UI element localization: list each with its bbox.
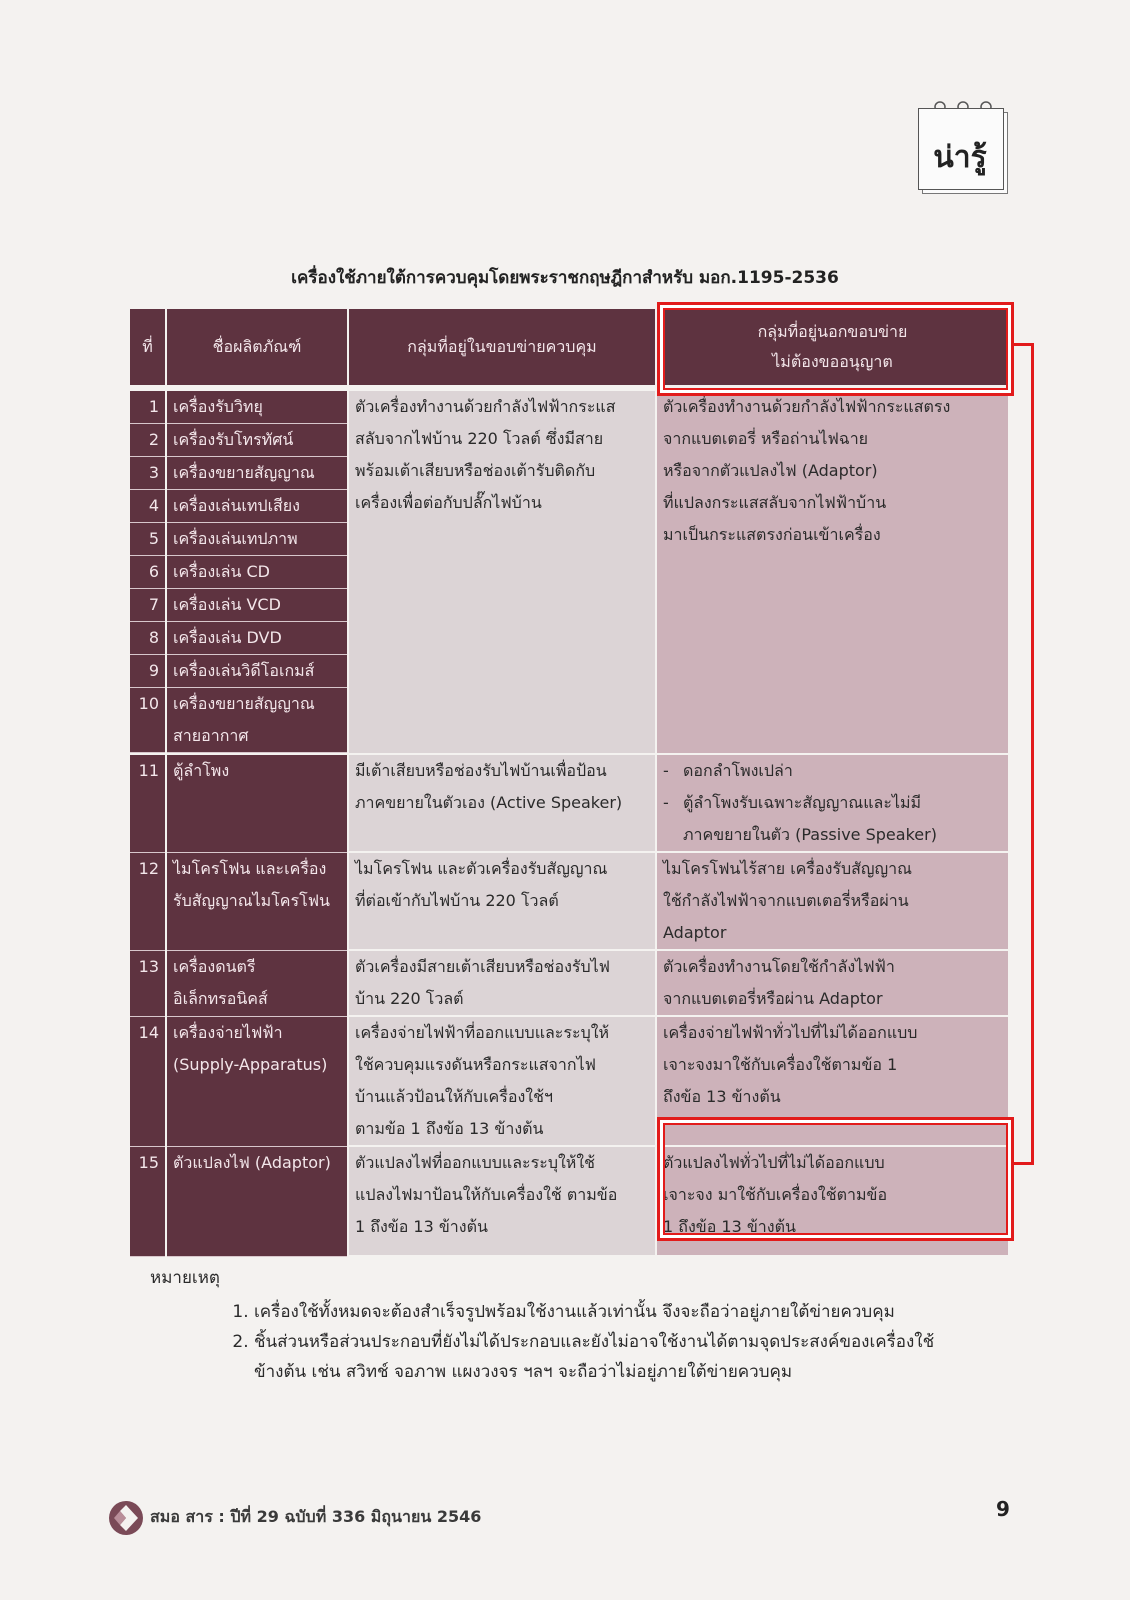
table-title: เครื่องใช้ภายใต้การควบคุมโดยพระราชกฤษฎีกาสำหรับ มอก.1195-2536 xyxy=(291,268,839,288)
row-name: เครื่องเล่นเทปเสียง xyxy=(166,490,348,523)
cell-line: เจาะจง มาใช้กับเครื่องใช้ตามข้อ xyxy=(663,1185,888,1204)
row-num: 9 xyxy=(130,655,166,688)
cell-line: ถึงข้อ 13 ข้างต้น xyxy=(663,1087,781,1106)
cell-line: มีเต้าเสียบหรือช่องรับไฟบ้านเพื่อป้อน xyxy=(355,761,607,780)
row-name: เครื่องเล่นวิดีโอเกมส์ xyxy=(166,655,348,688)
row-name-line: ไมโครโฟน และเครื่อง xyxy=(173,858,327,878)
row-name-line: เครื่องขยายสัญญาณ xyxy=(173,694,315,713)
notes-list xyxy=(234,1297,934,1387)
note-item: 1. เครื่องใช้ทั้งหมดจะต้องสำเร็จรูปพร้อมใช้งานแล้วเท่านั้น จึงจะถือว่าอยู่ภายใต้ข่ายควบคุม xyxy=(254,1297,934,1327)
row-name xyxy=(166,852,348,950)
highlight-connector xyxy=(1012,343,1034,1165)
note-badge-label: น่ารู้ xyxy=(933,140,987,175)
header-outside-line2: ไม่ต้องขออนุญาต xyxy=(772,352,893,371)
cell-line: 1 ถึงข้อ 13 ข้างต้น xyxy=(355,1217,488,1236)
row-name: เครื่องรับวิทยุ xyxy=(166,388,348,424)
outside-cell xyxy=(656,950,1008,1016)
row-num: 3 xyxy=(130,457,166,490)
outside-list xyxy=(663,755,1002,851)
notes-heading: หมายเหตุ xyxy=(150,1268,220,1288)
cell-line: ภาคขยายในตัวเอง (Active Speaker) xyxy=(355,793,623,812)
row-name-line: อิเล็กทรอนิคส์ xyxy=(173,988,268,1008)
footer-publication: สมอ สาร : ปีที่ 29 ฉบับที่ 336 มิถุนายน 2546 xyxy=(150,1507,482,1526)
appliance-table xyxy=(130,309,1008,1257)
row-num: 13 xyxy=(130,950,166,1016)
header-product: ชื่อผลิตภัณฑ์ xyxy=(166,309,348,388)
row-name-line: (Supply-Apparatus) xyxy=(173,1054,328,1074)
cell-line: Adaptor xyxy=(663,923,727,942)
cell-line: ไมโครโฟน และตัวเครื่องรับสัญญาณ xyxy=(355,859,608,878)
header-num: ที่ xyxy=(130,309,166,388)
row-name xyxy=(166,688,348,753)
cell-line: ตามข้อ 1 ถึงข้อ 13 ข้างต้น xyxy=(355,1119,544,1138)
publication-logo-icon xyxy=(108,1500,144,1536)
header-inside: กลุ่มที่อยู่ในขอบข่ายควบคุม xyxy=(348,309,656,388)
row-name: ตู้ลำโพง xyxy=(166,754,348,852)
outside-cell xyxy=(656,754,1008,852)
inside-cell xyxy=(348,852,656,950)
cell-line: ตัวเครื่องมีสายเต้าเสียบหรือช่องรับไฟ xyxy=(355,957,610,976)
row-num: 12 xyxy=(130,852,166,950)
cell-line: จากแบตเตอรี่หรือผ่าน Adaptor xyxy=(663,989,883,1008)
cell-line: บ้านแล้วป้อนให้กับเครื่องใช้ฯ xyxy=(355,1087,553,1106)
row-name: เครื่องเล่น CD xyxy=(166,556,348,589)
note-line: 2. ชิ้นส่วนหรือส่วนประกอบที่ยังไม่ได้ประกอบและยังไม่อาจใช้งานได้ตามจุดประสงค์ของเครื่องใช้ xyxy=(254,1332,935,1352)
table-row xyxy=(130,754,1008,852)
page-number: 9 xyxy=(996,1497,1010,1521)
row-num: 14 xyxy=(130,1016,166,1146)
cell-line: เจาะจงมาใช้กับเครื่องใช้ตามข้อ 1 xyxy=(663,1055,898,1074)
cell-line: - ตู้ลำโพงรับเฉพาะสัญญาณและไม่มี xyxy=(683,793,922,812)
row-name xyxy=(166,1016,348,1146)
table-row xyxy=(130,852,1008,950)
cell-line: ใช้ควบคุมแรงดันหรือกระแสจากไฟ xyxy=(355,1055,596,1074)
row-name: เครื่องรับโทรทัศน์ xyxy=(166,424,348,457)
row-num: 7 xyxy=(130,589,166,622)
group-inside-cell xyxy=(348,388,656,754)
row-name-line: สายอากาศ xyxy=(173,726,249,745)
row-num: 4 xyxy=(130,490,166,523)
cell-line: เครื่องเพื่อต่อกับปลั๊กไฟบ้าน xyxy=(355,493,542,512)
cell-line: ตัวแปลงไฟที่ออกแบบและระบุให้ใช้ xyxy=(355,1153,595,1172)
row-name: เครื่องเล่นเทปภาพ xyxy=(166,523,348,556)
row-name-line: เครื่องจ่ายไฟฟ้า xyxy=(173,1022,283,1042)
inside-cell xyxy=(348,950,656,1016)
cell-line: ตัวเครื่องทำงานโดยใช้กำลังไฟฟ้า xyxy=(663,957,895,976)
list-item: - ดอกลำโพงเปล่า xyxy=(663,755,1002,787)
note-line: ข้างต้น เช่น สวิทช์ จอภาพ แผงวงจร ฯลฯ จะถือว่าไม่อยู่ภายใต้ข่ายควบคุม xyxy=(254,1362,793,1382)
row-num: 10 xyxy=(130,688,166,753)
note-badge xyxy=(918,108,1006,192)
table-row xyxy=(130,950,1008,1016)
cell-line: พร้อมเต้าเสียบหรือช่องเต้ารับติดกับ xyxy=(355,461,596,480)
row-num: 5 xyxy=(130,523,166,556)
cell-line: เครื่องจ่ายไฟฟ้าที่ออกแบบและระบุให้ xyxy=(355,1023,610,1042)
row-name xyxy=(166,950,348,1016)
cell-line: ที่แปลงกระแสสลับจากไฟฟ้าบ้าน xyxy=(663,493,887,512)
cell-line: ภาคขยายในตัว (Passive Speaker) xyxy=(683,825,937,844)
cell-line: เครื่องจ่ายไฟฟ้าทั่วไปที่ไม่ได้ออกแบบ xyxy=(663,1023,918,1042)
row-name-line: รับสัญญาณไมโครโฟน xyxy=(173,890,330,910)
cell-line: จากแบตเตอรี่ หรือถ่านไฟฉาย xyxy=(663,429,869,448)
header-outside-line1: กลุ่มที่อยู่นอกขอบข่าย xyxy=(757,322,908,341)
cell-line: บ้าน 220 โวลต์ xyxy=(355,989,464,1008)
row-num: 11 xyxy=(130,754,166,852)
cell-line: ใช้กำลังไฟฟ้าจากแบตเตอรี่หรือผ่าน xyxy=(663,891,909,910)
inside-cell xyxy=(348,1146,656,1256)
note-item xyxy=(254,1327,934,1387)
group-outside-cell xyxy=(656,388,1008,754)
row-name: ตัวแปลงไฟ (Adaptor) xyxy=(166,1146,348,1256)
cell-line: ตัวแปลงไฟทั่วไปที่ไม่ได้ออกแบบ xyxy=(663,1153,885,1172)
cell-line: ที่ต่อเข้ากับไฟบ้าน 220 โวลต์ xyxy=(355,891,559,910)
row-name: เครื่องเล่น DVD xyxy=(166,622,348,655)
inside-cell xyxy=(348,1016,656,1146)
notes xyxy=(150,1264,934,1387)
cell-line: หรือจากตัวแปลงไฟ (Adaptor) xyxy=(663,461,878,480)
row-name: เครื่องขยายสัญญาณ xyxy=(166,457,348,490)
row-num: 1 xyxy=(130,388,166,424)
cell-line: แปลงไฟมาป้อนให้กับเครื่องใช้ ตามข้อ xyxy=(355,1185,618,1204)
cell-line: สลับจากไฟบ้าน 220 โวลต์ ซึ่งมีสาย xyxy=(355,429,604,448)
outside-cell xyxy=(656,852,1008,950)
highlight-box-header xyxy=(657,302,1014,396)
row-name-line: เครื่องดนตรี xyxy=(173,956,256,976)
row-num: 15 xyxy=(130,1146,166,1256)
row-name: เครื่องเล่น VCD xyxy=(166,589,348,622)
cell-line: ไมโครโฟนไร้สาย เครื่องรับสัญญาณ xyxy=(663,859,912,878)
highlight-box-row15 xyxy=(657,1117,1014,1241)
inside-cell xyxy=(348,754,656,852)
row-num: 8 xyxy=(130,622,166,655)
cell-line: มาเป็นกระแสตรงก่อนเข้าเครื่อง xyxy=(663,525,881,544)
cell-line: ตัวเครื่องทำงานด้วยกำลังไฟฟ้ากระแส xyxy=(355,397,616,416)
row-num: 6 xyxy=(130,556,166,589)
list-item xyxy=(663,787,1002,851)
row-num: 2 xyxy=(130,424,166,457)
cell-line: ตัวเครื่องทำงานด้วยกำลังไฟฟ้ากระแสตรง xyxy=(663,397,951,416)
cell-line: 1 ถึงข้อ 13 ข้างต้น xyxy=(663,1217,796,1236)
